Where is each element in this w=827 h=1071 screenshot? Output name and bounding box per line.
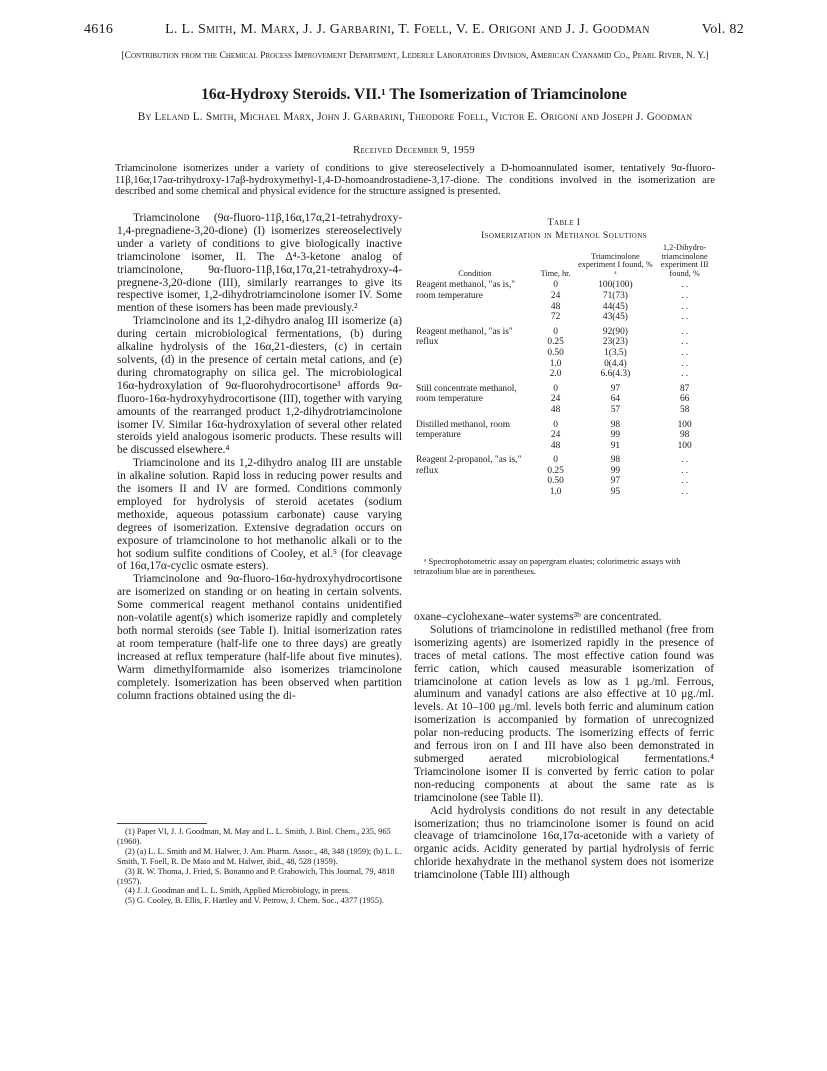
table-row — [414, 280, 714, 291]
table-row — [414, 323, 714, 338]
isomerization-table — [414, 244, 714, 498]
abstract: Triamcinolone isomerizes under a variety of conditions to give stereoselectively a D-homoannulated isomer, tentatively 9α-fluoro-11β,16α,17aα-trihydroxy-17aβ-hydroxymethyl-1,4-D-homoandrostadiene-3,17-dione. The conditions involved in the isomerization are described and some chemical and physical evidence for the structure assigned is presented. — [115, 163, 715, 198]
table-cell: 1.0 — [549, 487, 562, 498]
paragraph: oxane–cyclohexane–water systems³ᵇ are concentrated. — [414, 611, 662, 623]
table-cell: 6.6(4.3) — [600, 369, 631, 380]
column-header: Time, hr. — [540, 268, 571, 278]
table-label: Table I — [547, 217, 581, 228]
table-title: Isomerization in Methanol Solutions — [481, 230, 647, 241]
table-cell: 98 — [610, 455, 621, 466]
table-cell: 48 — [550, 404, 561, 415]
table-cell: 87 — [679, 383, 690, 394]
paragraph: Acid hydrolysis conditions do not result in any detectable isomerization; thus no triamcinolone isomer is found on acid cleavage of triamcinolone 16α,17α-acetonide with a variety of organic acids. Acidity generated by partial hydrolysis of ferric chloride hexahydrate in the methanol system does not isomerize triamcinolone (Table III) although — [414, 804, 714, 882]
footnote: (3) R. W. Thoma, J. Fried, S. Bonanno and P. Grabowich, This Journal, 79, 4818 (1957). — [117, 866, 395, 886]
footnote: (5) G. Cooley, B. Ellis, F. Hartley and V. Petrow, J. Chem. Soc., 4377 (1955). — [125, 896, 384, 906]
table-cell: 99 — [610, 430, 621, 441]
table-cell: 66 — [679, 394, 690, 405]
table-cell: 92(90) — [602, 326, 628, 337]
table-cell: 48 — [550, 301, 561, 312]
table-row — [414, 416, 714, 431]
table-cell: 1(3.5) — [604, 347, 627, 358]
paragraph: Triamcinolone and 9α-fluoro-16α-hydroxyhydrocortisone are isomerized on standing or on heating in certain solvents. Some commerical reagent methanol contains unidentified non-volatile agent(s) which isomerize rapidly and completely both normal steroids (see Table I). Initial isomerization rates at room temperature (half-life one to three days) are greatly increased at reflux temperature (half-life about five minutes). Warm dimethylformamide also isomerizes triamcinolone completely. Isomerization has been observed when partition column fractions obtained using the di- — [117, 573, 402, 702]
right-column — [414, 611, 714, 882]
table-cell: 24 — [550, 290, 561, 301]
table-cell: . . — [681, 347, 689, 358]
table-row — [414, 380, 714, 395]
table-cell: 0 — [553, 455, 558, 466]
table-cell: 98 — [610, 419, 621, 430]
paragraph: Triamcinolone and its 1,2-dihydro analog III isomerize (a) during certain microbiological fermentations, (b) during alkaline hydrolysis of the 16α,21-diesters, (c) in certain solvents, (d) in the presence of certain metal cations, and (e) during chromatography on silica gel. The microbiological 16α-hydroxylation of 9α-fluorohydrocortisone³ affords 9α-fluoro-16α-hydroxyhydrocortisone (III), together with varying amounts of the rearranged product 1,2-dihydrotriamcinolone isomer IV. Similar 16α-hydroxylation of several other related steroids yield analogous isomeric products. These results will be discussed elsewhere.⁴ — [117, 315, 402, 457]
footnote: (2) (a) L. L. Smith and M. Halwer, J. Am. Pharm. Assoc., 48, 348 (1959); (b) L. L. Smith, T. Foell, R. De Maio and M. Halwer, ibid., 48, 528 (1959). — [117, 846, 402, 866]
table-cell: 0.50 — [547, 347, 564, 358]
footnote: (4) J. J. Goodman and L. L. Smith, Applied Microbiology, in press. — [125, 886, 351, 896]
page-number: 4616 — [84, 22, 114, 37]
table-cell: . . — [681, 369, 689, 380]
condition-cell: Distilled methanol, room temperature — [416, 419, 510, 441]
table-cell: 100 — [677, 419, 692, 430]
condition-cell: Reagent methanol, "as is" reflux — [416, 326, 513, 348]
table-caption — [414, 216, 714, 242]
running-authors: L. L. Smith, M. Marx, J. J. Garbarini, T. Foell, V. E. Origoni and J. J. Goodman — [165, 22, 650, 37]
table-cell: 58 — [679, 404, 690, 415]
footnote-rule — [117, 823, 207, 824]
column-header: Triamcinolone experiment I found, % ᵃ — [578, 251, 653, 278]
table-cell: . . — [681, 487, 689, 498]
table-cell: 64 — [610, 394, 621, 405]
table-cell: 0 — [553, 326, 558, 337]
footnote: (1) Paper VI, J. J. Goodman, M. May and L. L. Smith, J. Biol. Chem., 235, 965 (1960). — [117, 827, 391, 846]
table-cell: 97 — [610, 383, 621, 394]
table-cell: 98 — [679, 430, 690, 441]
footnotes — [117, 823, 402, 906]
table-cell: 0.25 — [547, 465, 564, 476]
article-title: 16α-Hydroxy Steroids. VII.¹ The Isomerization of Triamcinolone — [201, 86, 627, 103]
table-cell: 0.50 — [547, 476, 564, 487]
column-header: Condition — [458, 268, 492, 278]
left-column — [117, 212, 402, 702]
table-cell: . . — [681, 476, 689, 487]
table-cell: . . — [681, 455, 689, 466]
table-cell: 24 — [550, 394, 561, 405]
condition-cell: Reagent methanol, "as is," room temperature — [416, 280, 516, 301]
table-footnote: ᵃ Spectrophotometric assay on papergram eluates; colorimetric assays with tetrazolium blue are in parentheses. — [414, 556, 681, 577]
table-cell: 99 — [610, 465, 621, 476]
table-cell: 0 — [553, 419, 558, 430]
volume-label: Vol. 82 — [701, 22, 744, 37]
running-header — [84, 22, 744, 38]
table-cell: 97 — [610, 476, 621, 487]
table-cell: 72 — [550, 312, 561, 323]
table-cell: 23(23) — [602, 337, 628, 348]
table-cell: 57 — [610, 404, 621, 415]
table-cell: 2.0 — [549, 369, 562, 380]
table-cell: 71(73) — [602, 290, 628, 301]
condition-cell: Still concentrate methanol, room temperature — [416, 383, 517, 405]
table-cell: 0.25 — [547, 337, 564, 348]
table-cell: 100 — [677, 440, 692, 451]
paragraph: Triamcinolone (9α-fluoro-11β,16α,17α,21-tetrahydroxy-1,4-pregnadiene-3,20-dione) (I) isomerizes stereoselectively under a variety of conditions to give biologically inactive triamcinolone isomer, II. The Δ⁴-3-ketone analog of triamcinolone, 9α-fluoro-11β,16α,17α,21-tetrahydroxy-4-pregnene-3,20-dione (III), similarly rearranges to give its respective isomer, 1,2-dihydrotriamcinolone isomer IV. Some mention of these isomers has been made previously.² — [117, 212, 402, 315]
table-cell: 43(45) — [602, 312, 628, 323]
table-cell: 0(4.4) — [604, 358, 627, 369]
table-cell: . . — [681, 465, 689, 476]
table-cell: 48 — [550, 440, 561, 451]
table-row — [414, 451, 714, 466]
table-body — [414, 280, 714, 497]
table-cell: 44(45) — [602, 301, 628, 312]
table-cell: . . — [681, 312, 689, 323]
table-cell: . . — [681, 337, 689, 348]
table-cell: 1.0 — [549, 358, 562, 369]
table-cell: . . — [681, 301, 689, 312]
table-cell: 24 — [550, 430, 561, 441]
table-cell: . . — [681, 280, 689, 291]
contribution-line: [Contribution from the Chemical Process Improvement Department, Lederle Laboratories Division, American Cyanamid Co., Pearl River, N. Y.] — [121, 50, 709, 61]
table-cell: 100(100) — [598, 280, 633, 291]
paragraph: Solutions of triamcinolone in redistilled methanol (free from isomerizing agents) are isomerized rapidly in the presence of traces of metal cations. The most effective cation found was ferric cation, which caused measurable isomerization of triamcinolone at cation levels as low as 1 μg./ml. Ferrous, aluminum and vanadyl cations are also effective at 10 μg./ml. levels. At 10–100 μg./ml. levels both ferric and aluminum cation isomerization is accompanied by formation of unrecognized polar non-reducing products. The isomerizing effects of ferric and ferrous iron on I and III have also been demonstrated in submerged aerated microbiological fermentations.⁴ Triamcinolone isomer II is converted by ferric cation to polar non-reducing components at about the same rate as is triamcinolone (see Table II). — [414, 623, 714, 804]
paragraph: Triamcinolone and its 1,2-dihydro analog III are unstable in alkaline solution. Rapid loss in reducing power results and the isomers II and IV are formed. Conditions commonly employed for hydrolysis of steroid acetates (sodium methoxide, aqueous potassium carbonate) cause varying degrees of isomerization. Extensive degradation occurs on exposure of triamcinolone to hot methanolic alkali or to the hot sodium sulfite conditions of Cooley, et al.⁵ (for cleavage of 16α,17α-cyclic osmate esters). — [117, 457, 402, 573]
table-cell: 0 — [553, 280, 558, 291]
table-cell: 91 — [610, 440, 621, 451]
byline: By Leland L. Smith, Michael Marx, John J. Garbarini, Theodore Foell, Victor E. Origoni and Joseph J. Goodman — [137, 111, 693, 123]
table-cell: . . — [681, 326, 689, 337]
table-cell: . . — [681, 290, 689, 301]
column-header: 1,2-Dihydro-triamcinolone experiment III found, % — [660, 243, 709, 278]
received-date: Received December 9, 1959 — [353, 145, 475, 156]
table-cell: . . — [681, 358, 689, 369]
table-cell: 0 — [553, 383, 558, 394]
condition-cell: Reagent 2-propanol, "as is," reflux — [416, 455, 522, 476]
table-header-row — [414, 244, 714, 280]
table-cell: 95 — [610, 487, 621, 498]
